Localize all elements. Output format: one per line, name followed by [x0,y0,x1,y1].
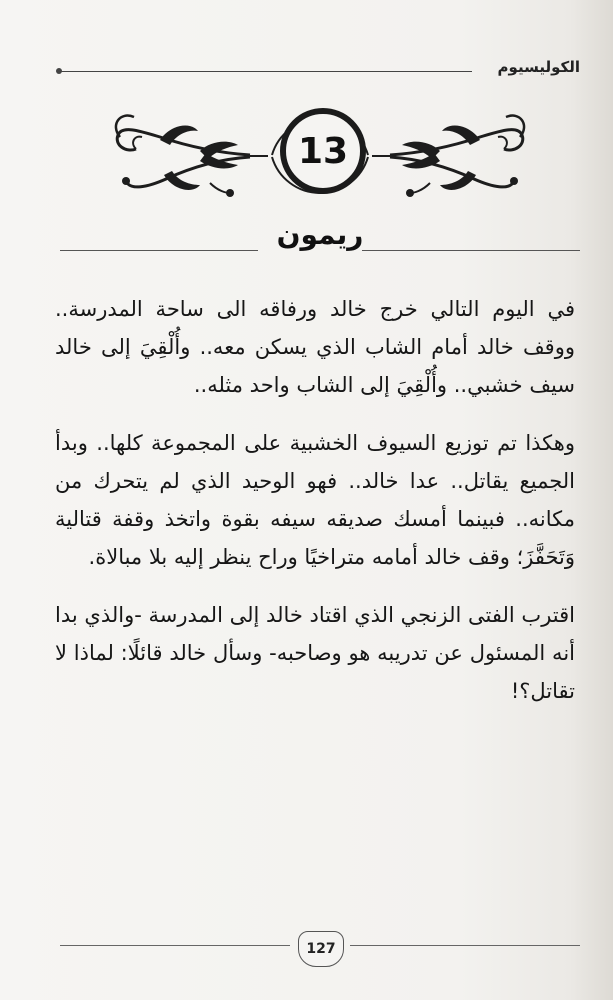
chapter-heading [60,214,580,264]
paragraph: في اليوم التالي خرج خالد ورفاقه الى ساحة المدرسة.. ووقف خالد أمام الشاب الذي يسكن معه.. وأُلْقِيَ إلى خالد سيف خشبي.. وأُلْقِيَ إلى الشاب واحد مثله.. [55,297,575,397]
title-rule-left [60,250,258,251]
chapter-number: 13 [280,108,366,194]
paragraph: اقترب الفتى الزنجي الذي اقتاد خالد إلى المدرسة -والذي بدا أنه المسئول عن تدريبه هو وصاحبه- وسأل خالد قائلًا: لماذا لا تقاتل؟! [55,603,575,703]
title-rule-right [362,250,580,251]
running-header [60,58,580,80]
left-flourish-icon [116,116,268,197]
footer-rule-right [350,945,580,946]
header-rule-end-dot [56,68,62,74]
chapter-title: ريمون [276,218,364,251]
footer-rule-left [60,945,290,946]
running-title: الكوليسيوم [497,58,580,76]
page-number: 127 [298,931,344,967]
header-rule [60,71,472,72]
body-text [55,290,575,730]
page-footer [60,933,580,973]
right-flourish-icon [372,116,524,197]
paragraph: وهكذا تم توزيع السيوف الخشبية على المجموعة كلها.. وبدأ الجميع يقاتل.. عدا خالد.. فهو الوحيد الذي لم يتحرك من مكانه.. فبينما أمسك صديقه سيفه بقوة واتخذ وقفة قتالية وَتَحَفَّزَ؛ وقف خالد أمامه متراخيًا وراح ينظر إليه بلا مبالاة. [55,431,575,569]
